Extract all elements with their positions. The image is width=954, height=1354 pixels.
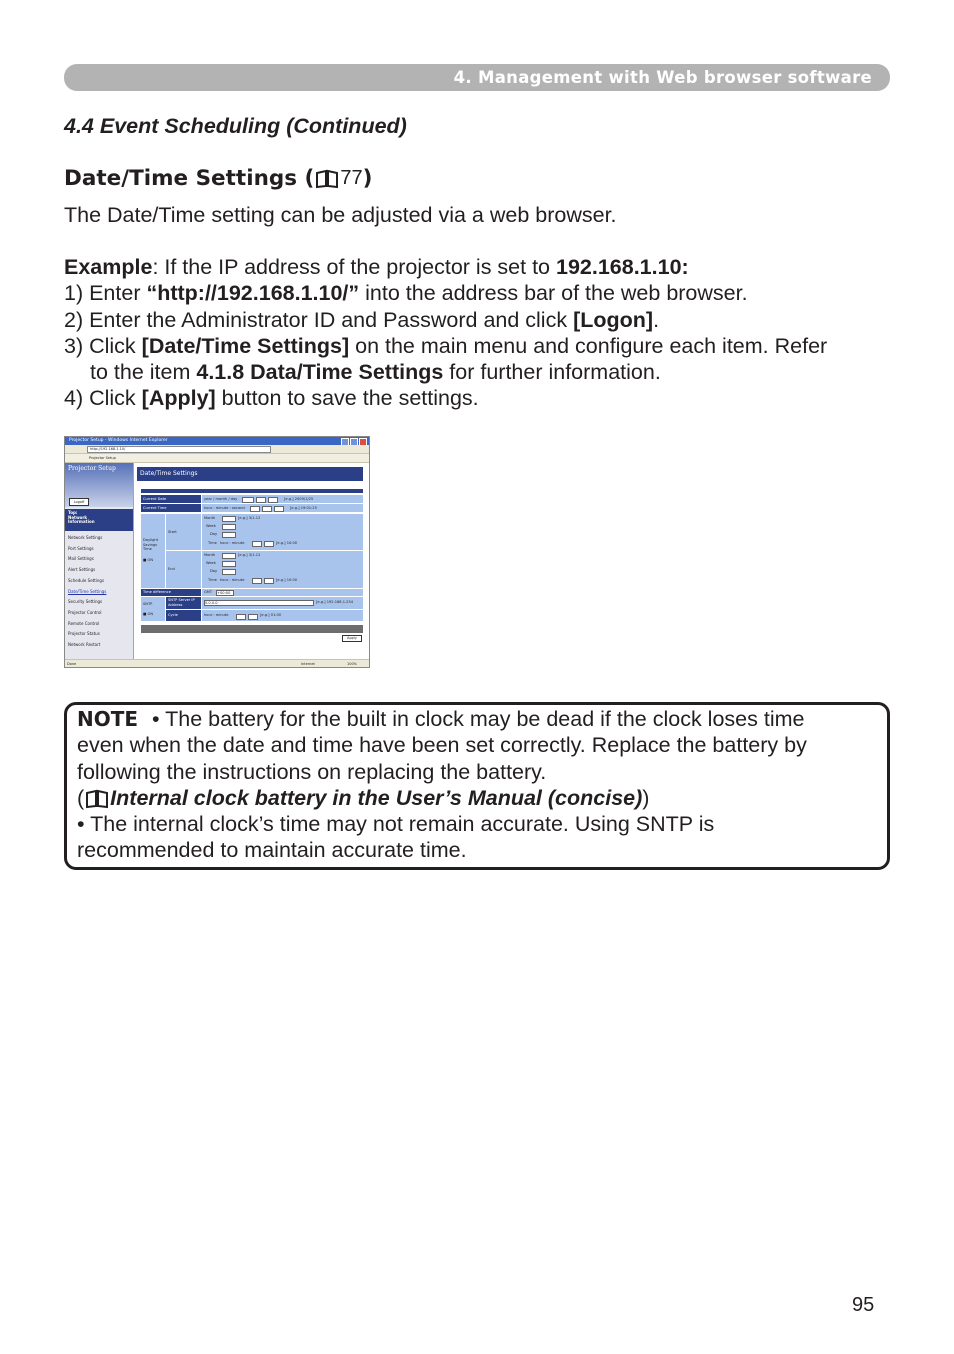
start-week-label: Week xyxy=(206,524,216,528)
sntp-cell xyxy=(141,597,165,621)
cycle-row xyxy=(202,610,363,621)
note-label: NOTE xyxy=(77,707,139,731)
start-hour-input[interactable] xyxy=(252,541,262,547)
step-3-a: 3) Click xyxy=(64,334,142,358)
step-4-apply: [Apply] xyxy=(141,386,216,410)
end-week-label: Week xyxy=(206,561,216,565)
sidebar-item-remote-control[interactable]: Remote Control xyxy=(68,620,100,626)
day-input[interactable] xyxy=(268,497,278,503)
sntp-label: SNTP xyxy=(143,602,153,606)
end-minute-input[interactable] xyxy=(264,578,274,584)
topnav-line: Top: xyxy=(68,510,78,515)
sidebar-item-projector-status[interactable]: Projector Status xyxy=(68,631,100,637)
address-bar xyxy=(65,445,369,454)
dst-label: Daylight Savings Time xyxy=(143,538,159,551)
browser-toolbar xyxy=(65,454,369,463)
step-3-c: on the main menu and configure each item. Refer xyxy=(349,334,828,358)
end-month-example: [e.g.] 3/1-12 xyxy=(238,553,261,557)
sntp-server-input[interactable]: 0.0.0.0 xyxy=(204,600,314,606)
sidebar-item-mail-settings[interactable]: Mail Settings xyxy=(68,556,94,562)
current-date-row xyxy=(202,495,363,503)
status-zone: Internet xyxy=(301,662,315,666)
status-bar xyxy=(65,659,369,668)
book-icon xyxy=(85,789,109,809)
sidebar-item-projector-control[interactable]: Projector Control xyxy=(68,609,102,615)
status-text: Done xyxy=(67,662,77,666)
logoff-button[interactable]: Logoff xyxy=(69,498,89,506)
sidebar-item-port-settings[interactable]: Port Settings xyxy=(68,545,94,551)
step-2-a: 2) Enter the Administrator ID and Password and click xyxy=(64,308,574,332)
hour-input[interactable] xyxy=(250,506,260,512)
step-2-logon: [Logon] xyxy=(573,308,654,332)
start-minute-input[interactable] xyxy=(264,541,274,547)
gmt-select[interactable]: +00:00 xyxy=(216,590,234,596)
note-reference xyxy=(77,785,807,811)
subhead-title: Date/Time Settings ( xyxy=(64,166,315,191)
sidebar-item-network-restart[interactable]: Network Restart xyxy=(68,642,101,648)
end-hour-input[interactable] xyxy=(252,578,262,584)
start-month-example: [e.g.] 3/1-12 xyxy=(238,516,261,520)
sntp-server-label: SNTP Server IP Address xyxy=(166,597,201,609)
sidebar xyxy=(65,463,134,659)
step-1-c: into the address bar of the web browser. xyxy=(359,281,748,305)
sidebar-menu xyxy=(68,533,106,651)
step-3-menu: [Date/Time Settings] xyxy=(141,334,350,358)
apply-bar xyxy=(141,625,363,633)
step-4-c: button to save the settings. xyxy=(215,386,479,410)
note-line-5: • The internal clock’s time may not remain accurate. Using SNTP is xyxy=(77,812,715,837)
cycle-minute-input[interactable] xyxy=(248,614,258,620)
note-line-1: • The battery for the built in clock may be dead if the clock loses time xyxy=(146,707,805,731)
header-bar xyxy=(64,64,890,91)
step-4 xyxy=(64,385,479,411)
current-time-row xyxy=(202,504,363,512)
sntp-server-example: [e.g.] 192.168.1.254 xyxy=(316,600,354,604)
example-ip: 192.168.1.10: xyxy=(555,255,689,279)
cycle-example: [e.g.] 01:00 xyxy=(260,613,282,617)
end-month-select[interactable] xyxy=(222,553,236,559)
topnav-line: Network xyxy=(68,514,88,520)
cycle-format: hour : minute xyxy=(204,613,229,617)
sidebar-item-network-settings[interactable]: Network Settings xyxy=(68,535,103,540)
example-text: : If the IP address of the projector is set to xyxy=(152,255,556,279)
time-difference-row xyxy=(202,589,363,596)
start-day-select[interactable] xyxy=(222,532,236,538)
sidebar-item-security-settings[interactable]: Security Settings xyxy=(68,599,103,605)
year-input[interactable] xyxy=(242,497,254,503)
window-title: Projector Setup - Windows Internet Explorer xyxy=(69,438,168,443)
start-time-format: hour : minute xyxy=(220,541,245,545)
header-text: 4. Management with Web browser software xyxy=(453,68,872,87)
panel-title: Date/Time Settings xyxy=(137,467,363,481)
gmt-label: GMT xyxy=(204,590,213,594)
end-week-select[interactable] xyxy=(222,561,236,567)
page-number: 95 xyxy=(852,1294,875,1316)
current-time-label: Current Time xyxy=(141,504,201,512)
note-text xyxy=(77,706,807,864)
address-input[interactable]: http://192.168.1.10/ xyxy=(87,446,271,453)
note-line-3: following the instructions on replacing the battery. xyxy=(77,759,547,784)
step-2 xyxy=(64,307,659,333)
sntp-on-checkbox[interactable]: ■ ON xyxy=(143,612,154,616)
start-cell xyxy=(166,514,201,550)
page-ref-link[interactable]: 77 xyxy=(340,167,363,189)
note-paren-open: ( xyxy=(77,785,85,810)
step-1-a: 1) Enter xyxy=(64,281,147,305)
sidebar-item-alert-settings[interactable]: Alert Settings xyxy=(68,567,96,573)
cycle-hour-input[interactable] xyxy=(236,614,246,620)
note-line-6: recommended to maintain accurate time. xyxy=(77,838,467,863)
second-input[interactable] xyxy=(274,506,284,512)
start-time-example: [e.g.] 10:00 xyxy=(276,541,298,545)
end-fields xyxy=(202,551,363,588)
brand-banner xyxy=(65,463,133,507)
step-1-url: “http://192.168.1.10/” xyxy=(146,281,360,305)
start-week-select[interactable] xyxy=(222,524,236,530)
brand-text: Projector Setup xyxy=(68,465,116,472)
dst-cell xyxy=(141,514,165,588)
time-difference-label: Time difference xyxy=(141,589,201,596)
note-line-2: even when the date and time have been set correctly. Replace the battery by xyxy=(77,733,807,758)
month-input[interactable] xyxy=(256,497,266,503)
section-title: 4.4 Event Scheduling (Continued) xyxy=(64,114,407,138)
end-time-label: Time xyxy=(208,578,217,582)
step-1 xyxy=(64,280,748,306)
end-day-select[interactable] xyxy=(222,569,236,575)
sidebar-item-schedule-settings[interactable]: Schedule Settings xyxy=(68,577,105,583)
browser-tab[interactable]: Projector Setup xyxy=(89,456,116,460)
current-date-format: year / month / day xyxy=(204,497,238,501)
browser-screenshot xyxy=(64,436,370,668)
start-time-label: Time xyxy=(208,541,217,545)
intro-text: The Date/Time setting can be adjusted via a web browser. xyxy=(64,203,617,227)
subhead xyxy=(64,166,372,191)
step-3 xyxy=(64,333,827,359)
current-time-example: [e.g.] 19:01:25 xyxy=(290,506,317,510)
current-date-label: Current Date xyxy=(141,495,201,503)
step-4-a: 4) Click xyxy=(64,386,142,410)
book-icon xyxy=(315,169,339,189)
note-reference-title: Internal clock battery in the User’s Manual (concise) xyxy=(110,785,643,810)
subhead-close: ) xyxy=(362,166,373,191)
sidebar-item-date-time-settings[interactable]: Date/Time Settings xyxy=(68,588,107,594)
note-paren-close: ) xyxy=(642,785,650,810)
step-2-c: . xyxy=(653,308,660,332)
start-label: Start xyxy=(168,530,177,534)
example-label: Example xyxy=(64,255,153,279)
end-label: End xyxy=(168,567,175,571)
step-3-f: for further information. xyxy=(443,360,661,384)
end-day-label: Day xyxy=(210,569,218,573)
example-line xyxy=(64,254,689,280)
minute-input[interactable] xyxy=(262,506,272,512)
window-titlebar xyxy=(65,437,369,445)
sidebar-top-network-info[interactable] xyxy=(65,509,133,531)
end-time-format: hour : minute xyxy=(220,578,245,582)
start-month-label: Month xyxy=(204,516,216,520)
start-month-select[interactable] xyxy=(222,516,236,522)
end-month-label: Month xyxy=(204,553,216,557)
separator xyxy=(141,489,363,493)
end-cell xyxy=(166,551,201,588)
zoom-level[interactable]: 100% xyxy=(347,662,358,666)
end-time-example: [e.g.] 10:00 xyxy=(276,578,298,582)
current-time-format: hour : minute : second xyxy=(204,506,245,510)
dst-on-checkbox[interactable]: ■ ON xyxy=(143,558,154,562)
step-3-cont xyxy=(64,359,661,385)
cycle-label: Cycle xyxy=(166,610,201,621)
sntp-server-row xyxy=(202,597,363,609)
step-3-d: to the item xyxy=(90,360,197,384)
apply-button[interactable]: Apply xyxy=(342,635,362,642)
start-fields xyxy=(202,514,363,550)
start-day-label: Day xyxy=(210,532,218,536)
step-3-item: 4.1.8 Data/Time Settings xyxy=(196,360,444,384)
current-date-example: [e.g.] 2009/1/25 xyxy=(284,497,314,501)
topnav-line: Information xyxy=(68,519,95,525)
